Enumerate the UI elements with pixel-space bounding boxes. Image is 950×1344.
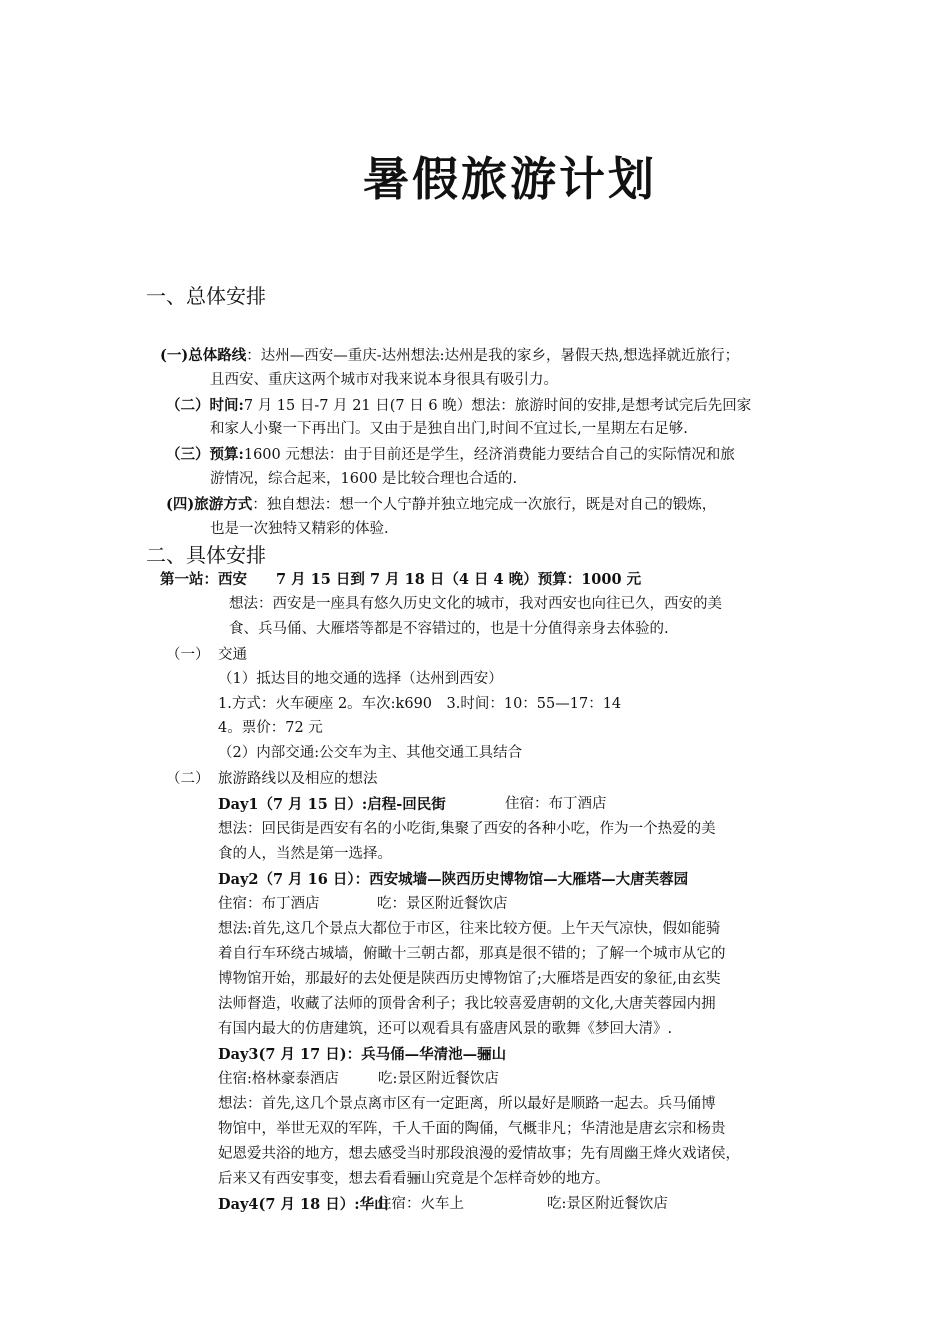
day3-stay: 住宿:格林豪泰酒店	[218, 1071, 339, 1087]
day2-idea-5: 有国内最大的仿唐建筑，还可以观看具有盛唐风景的歌舞《梦回大清》.	[218, 1021, 673, 1037]
day3-idea-2: 物馆中，举世无双的军阵，千人千面的陶俑，气概非凡；华清池是唐玄宗和杨贵	[218, 1121, 726, 1137]
budget-cont: 游情况，综合起来，1600 是比较合理也合适的.	[210, 471, 518, 487]
day3-idea-4: 后来又有西安事变，想去看看骊山究竟是个怎样奇妙的地方。	[218, 1171, 610, 1187]
page-title: 暑假旅游计划	[363, 152, 657, 206]
xian-idea-2: 食、兵马俑、大雁塔等都是不容错过的，也是十分值得亲身去体验的.	[229, 621, 669, 637]
route-text: ：达州—西安—重庆-达州想法:达州是我的家乡，暑假天热,想选择就近旅行；	[246, 348, 740, 364]
route-line	[160, 347, 739, 365]
transport-num: （一）	[166, 647, 210, 663]
mode-text: ：独自想法：想一个人宁静并独立地完成一次旅行，既是对自己的锻炼，	[252, 497, 717, 513]
day2-title: Day2（7 月 16 日）：西安城墙—陕西历史博物馆—大雁塔—大唐芙蓉园	[218, 871, 689, 888]
day2-eat: 吃：景区附近餐饮店	[377, 896, 508, 912]
xian-idea-1: 想法：西安是一座具有悠久历史文化的城市，我对西安也向往已久，西安的美	[229, 596, 722, 612]
section1-heading: 一、总体安排	[146, 284, 266, 308]
route-num: （二）	[166, 771, 210, 787]
mode-label: (四)旅游方式	[166, 496, 253, 513]
transport-label: 交通	[218, 647, 247, 663]
day3-eat: 吃:景区附近餐饮店	[378, 1071, 499, 1087]
time-label: （二）时间:	[166, 397, 244, 414]
time-text: 7 月 15 日-7 月 21 日(7 日 6 晚）想法：旅游时间的安排,是想考试完后先回家	[243, 398, 752, 414]
section2-heading: 二、具体安排	[146, 543, 266, 567]
day1-title: Day1（7 月 15 日）:启程-回民街	[218, 796, 446, 813]
day4-title: Day4(7 月 18 日）:华山	[218, 1196, 389, 1213]
route-label: (一)总体路线	[160, 347, 247, 364]
transport-price: 4。票价：72 元	[218, 720, 323, 736]
mode-cont: 也是一次独特又精彩的体验.	[210, 521, 389, 537]
time-cont: 和家人小聚一下再出门。又由于是独自出门,时间不宜过长,一星期左右足够.	[210, 421, 688, 437]
day2-idea-3: 博物馆开始，那最好的去处便是陕西历史博物馆了;大雁塔是西安的象征,由玄奘	[218, 971, 721, 987]
day3-idea-1: 想法：首先,这几个景点离市区有一定距离，所以最好是顺路一起去。兵马俑博	[218, 1096, 716, 1112]
day1-stay: 住宿：布丁酒店	[505, 796, 607, 812]
day1-idea-1: 想法：回民街是西安有名的小吃街,集聚了西安的各种小吃，作为一个热爱的美	[218, 821, 716, 837]
budget-line	[166, 446, 735, 464]
day1-idea-2: 食的人，当然是第一选择。	[218, 846, 392, 862]
day3-title: Day3(7 月 17 日)：兵马俑—华清池—骊山	[218, 1046, 507, 1063]
budget-label: （三）预算:	[166, 446, 244, 463]
day2-stay: 住宿：布丁酒店	[218, 896, 320, 912]
day2-idea-1: 想法:首先,这几个景点大都位于市区，往来比较方便。上午天气凉快，假如能骑	[218, 921, 721, 937]
transport-internal: （2）内部交通:公交车为主、其他交通工具结合	[218, 745, 523, 761]
day4-eat: 吃:景区附近餐饮店	[547, 1196, 668, 1212]
route-cont: 且西安、重庆这两个城市对我来说本身很具有吸引力。	[210, 372, 558, 388]
time-line	[166, 397, 751, 415]
day2-idea-4: 法师督造，收藏了法师的顶骨舍利子；我比较喜爱唐朝的文化,大唐芙蓉园内拥	[218, 996, 716, 1012]
mode-line	[166, 496, 716, 514]
budget-text: 1600 元想法：由于目前还是学生，经济消费能力要结合自己的实际情况和旅	[243, 447, 735, 463]
transport-arrive: （1）抵达目的地交通的选择（达州到西安）	[218, 671, 503, 687]
route-label-2: 旅游路线以及相应的想法	[218, 771, 378, 787]
day3-idea-3: 妃恩爱共浴的地方，想去感受当时那段浪漫的爱情故事；先有周幽王烽火戏诸侯，	[218, 1146, 740, 1162]
transport-method: 1.方式：火车硬座 2。车次:k690 3.时间：10：55—17：14	[218, 696, 622, 712]
day2-idea-2: 着自行车环绕古城墙，俯瞰十三朝古都，那真是很不错的；了解一个城市从它的	[218, 946, 726, 962]
station1-title: 第一站：西安 7 月 15 日到 7 月 18 日（4 日 4 晚）预算：1000 元	[160, 571, 642, 588]
day4-stay: 住宿：火车上	[377, 1196, 464, 1212]
